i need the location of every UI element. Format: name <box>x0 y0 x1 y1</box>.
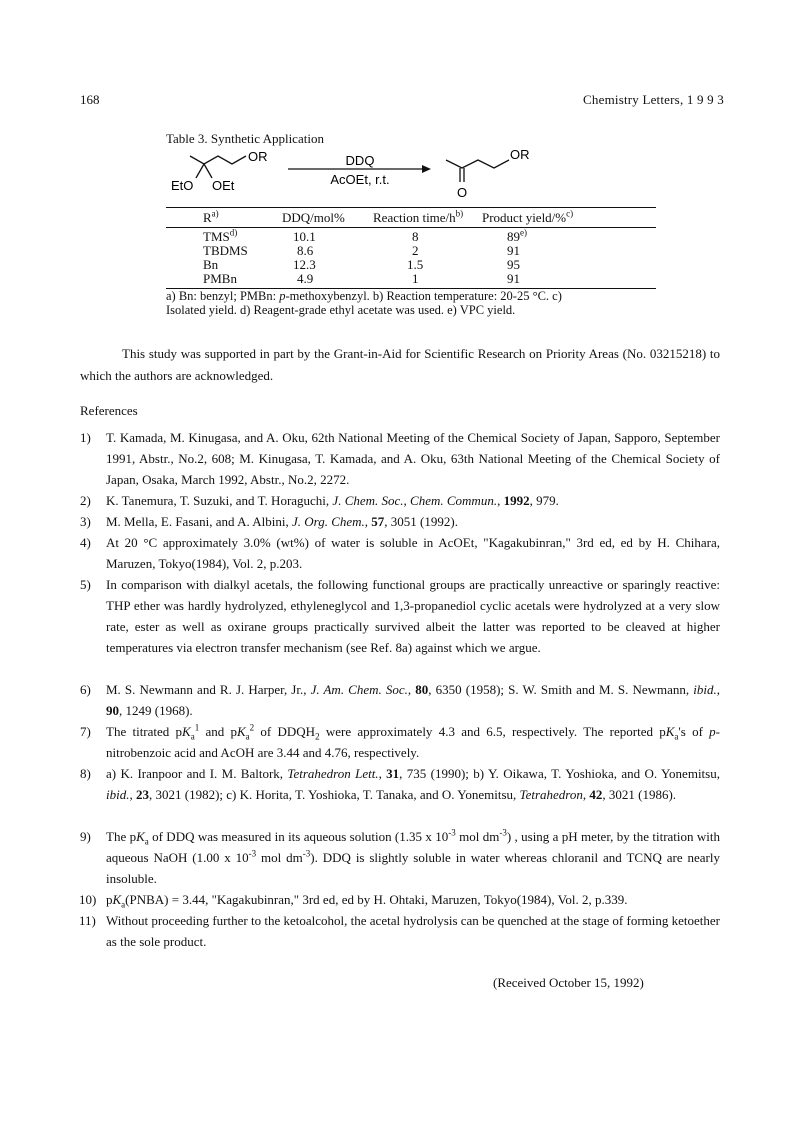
table-cell-yield: 91 <box>507 271 520 286</box>
table-cell-yield: 89$^{e)}$ <box>507 227 527 244</box>
table-cell-ddq: 8.6 <box>297 243 314 258</box>
reactant-structure <box>190 156 246 178</box>
table-cell-time: 2 <box>412 243 419 258</box>
table-footnote: Isolated yield. d) Reagent-grade ethyl acetate was used. e) VPC yield. <box>166 303 516 317</box>
table-cell-time: 1.5 <box>407 257 424 272</box>
reactant-or-label: OR <box>248 149 268 164</box>
col-header-yield: Product yield/%$^{c)}$ <box>482 208 574 225</box>
reference-item: 10) $pK_a(PNBA) = 3.44$, "Kagakubinran," 3rd ed, ed by H. Ohtaki, Maruzen, Tokyo(1984), Vol. 2, p.339. <box>79 892 628 910</box>
table-caption: Table 3. Synthetic Application <box>166 131 324 146</box>
page-number: 168 <box>80 92 100 107</box>
reagent-label: DDQ <box>345 153 375 168</box>
col-header-r: $R^{a)}$ <box>203 208 219 225</box>
received-date: (Received October 15, 1992) <box>493 975 644 990</box>
reference-item: 11) Without proceeding further to the ketoalcohol, the acetal hydrolysis can be quenched at the stage of forming ketoether as the sole product. <box>79 913 720 949</box>
reference-item: 2) K. Tanemura, T. Suzuki, and T. Horaguchi, J. Chem. Soc., Chem. Commun., 1992, 979. <box>80 493 559 508</box>
table-top-rule <box>166 207 656 208</box>
reference-item: 8) a) K. Iranpoor and I. M. Baltork, Tetrahedron Lett., 31, 735 (1990); b) Y. Oikawa, T. Yoshioka, and O. Yonemitsu, ibid., 23, 3021 (1982); c) K. Horita, T. Yoshioka, T. Tanaka, and O. Yonemitsu, Tetrahedron, 42, 3021 (1986). <box>80 766 720 802</box>
product-or-label: OR <box>510 147 530 162</box>
reaction-scheme-drawing <box>166 146 586 204</box>
reference-item: 7) The titrated $pK_a^1$ and $pK_a^2$ of $DDQH_2$ were approximately 4.3 and 6.5, respectively. The reported $pK_a's$ of p-nitrobenzoic acid and AcOH are 3.44 and 4.76, respectively. <box>80 722 721 760</box>
journal-running-head: Chemistry Letters, 1 9 9 3 <box>583 92 724 107</box>
references-heading: References <box>80 403 138 418</box>
table-cell-ddq: 4.9 <box>297 271 314 286</box>
col-header-time: Reaction time/$h^{b)}$ <box>373 208 464 225</box>
table-cell-r: TBDMS <box>203 243 248 258</box>
reference-item: 5) In comparison with dialkyl acetals, the following functional groups are practically unreactive or sparingly reactive: THP ether was hardly hydrolyzed, ethyleneglycol and 1,3-propanediol cyclic acetals were hydrolyzed at a very slow rate, ester as well as oxirane groups practically survived albeit the latter was reported to be cleaved at higher temperatures via electron transfer mechanism (see Ref. 8a) against which we argue. <box>80 577 720 655</box>
reactant-eto-label: EtO <box>171 178 194 193</box>
product-structure <box>446 160 509 182</box>
table-cell-time: 8 <box>412 229 419 244</box>
table-cell-yield: 95 <box>507 257 520 272</box>
product-o-label: O <box>457 185 468 200</box>
reaction-scheme <box>166 146 586 204</box>
reactant-oet-label: OEt <box>212 178 235 193</box>
table-cell-r: TMS$^{d)}$ <box>203 227 238 244</box>
table-cell-r: Bn <box>203 257 219 272</box>
table-cell-ddq: 12.3 <box>293 257 316 272</box>
conditions-label: AcOEt, r.t. <box>330 172 390 187</box>
reference-item: 3) M. Mella, E. Fasani, and A. Albini, J. Org. Chem., 57, 3051 (1992). <box>80 514 458 529</box>
table-cell-time: 1 <box>412 271 419 286</box>
acknowledgement-paragraph: This study was supported in part by the Grant-in-Aid for Scientific Research on Priority Areas (No. 03215218) to which the authors are acknowledged. <box>80 346 720 383</box>
reference-item: 6) M. S. Newmann and R. J. Harper, Jr., J. Am. Chem. Soc., 80, 6350 (1958); S. W. Smith and M. S. Newmann, ibid., 90, 1249 (1968). <box>80 682 720 718</box>
col-header-ddq: DDQ/mol% <box>282 210 345 225</box>
reference-item: 4) At 20 °C approximately 3.0% (wt%) of water is soluble in AcOEt, "Kagakubinran," 3rd ed, ed by H. Chihara, Maruzen, Tokyo(1984), Vol. 2, p.203. <box>80 535 720 571</box>
reference-item: 1) T. Kamada, M. Kinugasa, and A. Oku, 62th National Meeting of the Chemical Society of Japan, Sapporo, September 1991, Abstr., No.2, 608; M. Kinugasa, T. Kamada, and A. Oku, 63th National Meeting of the Chemical Society of Japan, Osaka, March 1992, Abstr., No.2, 2272. <box>80 430 720 487</box>
table-cell-r: PMBn <box>203 271 237 286</box>
table-footnote: a) Bn: benzyl; PMBn: p-methoxybenzyl. b) Reaction temperature: 20-25 °C. c) <box>166 289 562 303</box>
reference-item: 9) The $pK_a$ of DDQ was measured in its aqueous solution (1.35 x $10^{-3}$ mol $dm^{-3}$) , using a pH meter, by the titration with aqueous NaOH (1.00 x $10^{-3}$ mol $dm^{-3}$). DDQ is slightly soluble in water whereas chloranil and TCNQ are nearly insoluble. <box>80 827 720 886</box>
table-cell-yield: 91 <box>507 243 520 258</box>
table-cell-ddq: 10.1 <box>293 229 316 244</box>
table-header-rule <box>166 227 656 228</box>
arrowhead-icon <box>422 165 431 173</box>
